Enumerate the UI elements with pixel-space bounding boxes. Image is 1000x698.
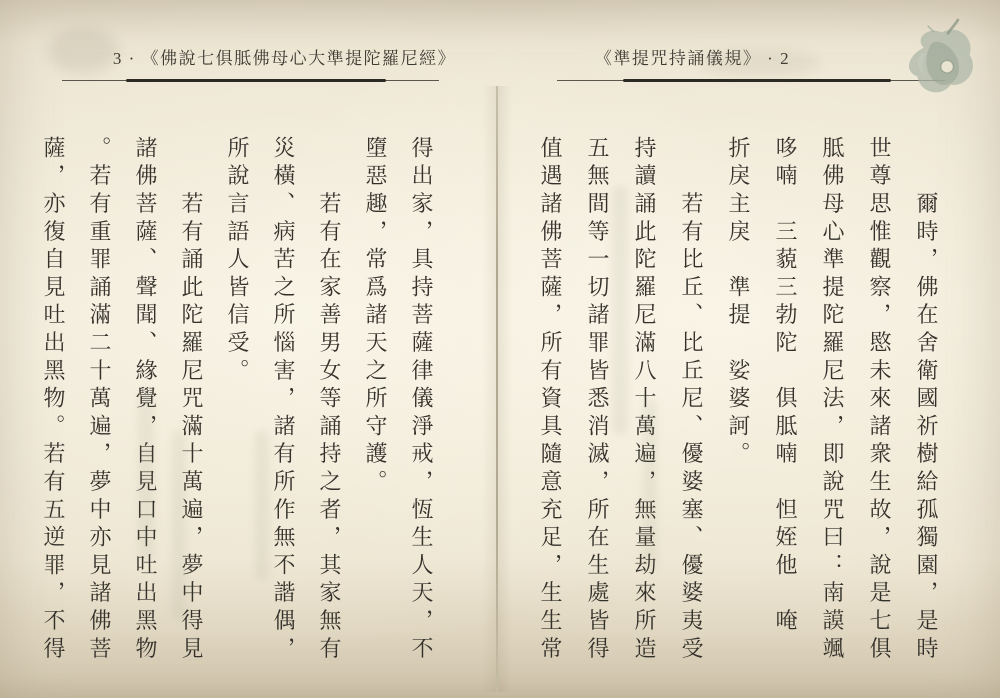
rule-thick-line: [623, 79, 891, 82]
paper-stain: [700, 50, 820, 76]
page-right: [497, 0, 1000, 698]
bleedthrough-smudge: [138, 390, 154, 560]
bleedthrough-smudge: [255, 430, 269, 580]
page-left-text-block: [30, 136, 444, 666]
text-column: 折戾主戾 準提 娑婆訶。: [726, 136, 751, 470]
page-right-text-block: [527, 136, 950, 666]
text-column: 胝佛母心準提陀羅尼法，即說咒曰：南謨颯: [820, 136, 845, 665]
text-column: 。若有重罪誦滿二十萬遍，夢中亦見諸佛菩: [87, 136, 112, 665]
page-right-header: [441, 44, 944, 69]
text-column: 持讀誦此陀羅尼滿八十萬遍，無量劫來所造: [632, 136, 657, 665]
text-column: 薩，亦復自見吐出黑物。若有五逆罪，不得: [41, 136, 66, 665]
page-left: [0, 0, 497, 698]
text-column: 若有比丘、比丘尼、優婆塞、優婆夷受: [679, 136, 704, 665]
bleedthrough-smudge: [172, 430, 186, 620]
text-column: 世尊思惟觀察，愍未來諸衆生故，說是七俱: [867, 136, 892, 665]
text-column: 墮惡趣，常爲諸天之所守護。: [363, 136, 388, 498]
page-left-header-rule: [62, 79, 439, 83]
text-column: 五無間等一切諸罪皆悉消滅，所在生處皆得: [585, 136, 610, 665]
rule-thick-line: [126, 79, 386, 82]
center-fold: [496, 86, 498, 692]
page-right-title: 《準提咒持誦儀規》 · 2: [594, 49, 791, 68]
bleedthrough-smudge: [643, 400, 657, 570]
text-column: 所說言語人皆信受。: [225, 136, 250, 387]
paper-stain: [48, 28, 118, 74]
text-column: 若有誦此陀羅尼咒滿十萬遍，夢中得見: [179, 136, 204, 665]
bleedthrough-smudge: [612, 185, 628, 435]
text-column: 若有在家善男女等誦持之者，其家無有: [317, 136, 342, 665]
leaf-icon: [894, 18, 984, 110]
page-right-header-rule: [557, 79, 945, 83]
text-column: 災橫、病苦之所惱害，諸有所作無不諧偶，: [271, 136, 296, 665]
text-column: 值遇諸佛菩薩，所有資具隨意充足，生生常: [538, 136, 563, 665]
text-column: 爾時，佛在舍衛國祈樹給孤獨園，是時: [914, 136, 939, 665]
text-column: 哆喃 三藐三勃陀 俱胝喃 怛姪他 唵: [773, 136, 798, 637]
text-column: 得出家，具持菩薩律儀淨戒，恆生人天，不: [409, 136, 434, 665]
page-left-title: 3 · 《佛說七俱胝佛母心大準提陀羅尼經》: [112, 49, 457, 68]
text-column: 諸佛菩薩、聲聞、緣覺，自見口中吐出黑物: [133, 136, 158, 665]
